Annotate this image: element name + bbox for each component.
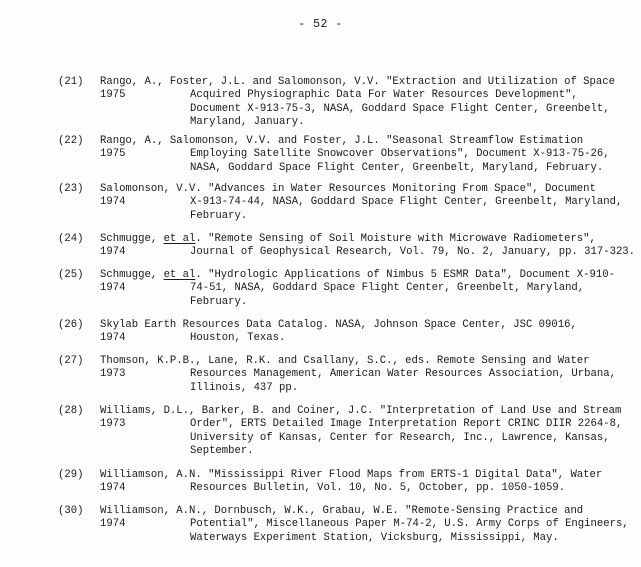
- reference-citation: [100, 269, 615, 282]
- reference-citation: Skylab Earth Resources Data Catalog. NASA, Johnson Space Center, JSC 09016,: [100, 319, 577, 331]
- reference-number: (25): [58, 269, 84, 281]
- reference-line: Document X-913-75-3, NASA, Goddard Space Flight Center, Greenbelt,: [190, 102, 610, 115]
- reference-number: (26): [58, 319, 84, 331]
- reference-citation: Thomson, K.P.B., Lane, R.K. and Csallany, S.C., eds. Remote Sensing and Water: [100, 355, 590, 367]
- reference-number: (24): [58, 233, 84, 245]
- reference-year: 1974: [100, 482, 126, 495]
- reference-number: (29): [58, 469, 84, 481]
- reference-number: (27): [58, 355, 84, 367]
- author-text: Schmugge,: [100, 269, 164, 281]
- reference-year: 1973: [100, 418, 126, 431]
- et-al-underlined: et al: [163, 233, 196, 245]
- reference-year: 1975: [100, 89, 126, 102]
- reference-citation: Williams, D.L., Barker, B. and Coiner, J.C. "Interpretation of Land Use and Stream: [100, 405, 622, 417]
- reference-line: September.: [190, 444, 254, 457]
- reference-year: 1974: [100, 332, 126, 345]
- reference-number: (21): [58, 76, 84, 88]
- reference-citation: Williamson, A.N. "Mississippi River Flood Maps from ERTS-1 Digital Data", Water: [100, 469, 603, 481]
- reference-number: (22): [58, 135, 84, 147]
- page-number: - 52 -: [298, 18, 343, 31]
- reference-year: 1973: [100, 368, 126, 381]
- reference-line: 74-51, NASA, Goddard Space Flight Center, Greenbelt, Maryland,: [190, 282, 585, 295]
- reference-line: Houston, Texas.: [190, 332, 286, 345]
- reference-line: Resources Bulletin, Vol. 10, No. 5, October, pp. 1050-1059.: [190, 482, 566, 495]
- reference-line: Illinois, 437 pp.: [190, 381, 299, 394]
- reference-line: X-913-74-44, NASA, Goddard Space Flight Center, Greenbelt, Maryland,: [190, 196, 623, 209]
- reference-continuation: [190, 196, 622, 223]
- reference-continuation: [190, 518, 629, 545]
- reference-citation: Rango, A., Foster, J.L. and Salomonson, V.V. "Extraction and Utilization of Space: [100, 76, 615, 88]
- reference-continuation: [190, 418, 622, 458]
- et-al-underlined: et al: [163, 269, 196, 281]
- title-text: . "Remote Sensing of Soil Moisture with Microwave Radiometers",: [195, 233, 596, 245]
- reference-line: Potential", Miscellaneous Paper M-74-2, U.S. Army Corps of Engineers,: [190, 518, 629, 531]
- reference-line: Resources Management, American Water Resources Association, Urbana,: [190, 368, 616, 381]
- reference-line: February.: [190, 209, 248, 222]
- author-text: Schmugge,: [100, 233, 164, 245]
- reference-year: 1974: [100, 518, 126, 531]
- reference-line: NASA, Goddard Space Flight Center, Greenbelt, Maryland, February.: [190, 161, 604, 174]
- reference-citation: [100, 233, 596, 246]
- reference-line: Order", ERTS Detailed Image Interpretation Report CRINC DIIR 2264-8,: [190, 418, 623, 431]
- reference-line: University of Kansas, Center for Research, Inc., Lawrence, Kansas,: [190, 431, 610, 444]
- reference-continuation: [190, 332, 285, 345]
- reference-citation: Rango, A., Salomonson, V.V. and Foster, J.L. "Seasonal Streamflow Estimation: [100, 135, 584, 147]
- reference-continuation: [190, 482, 565, 495]
- reference-line: February.: [190, 295, 248, 308]
- reference-year: 1974: [100, 282, 126, 295]
- reference-continuation: [190, 89, 610, 129]
- reference-line: Journal of Geophysical Research, Vol. 79, No. 2, January, pp. 317-323.: [190, 246, 636, 259]
- reference-continuation: [190, 368, 616, 395]
- reference-number: (28): [58, 405, 84, 417]
- reference-line: Waterways Experiment Station, Vicksburg, Mississippi, May.: [190, 531, 559, 544]
- reference-year: 1974: [100, 246, 126, 259]
- reference-number: (30): [58, 505, 84, 517]
- reference-continuation: [190, 282, 584, 309]
- reference-line: Employing Satellite Snowcover Observations", Document X-913-75-26,: [190, 148, 610, 161]
- reference-line: Acquired Physiographic Data For Water Resources Development",: [190, 89, 578, 102]
- reference-year: 1974: [100, 196, 126, 209]
- title-text: . "Hydrologic Applications of Nimbus 5 ESMR Data", Document X-910-: [195, 269, 615, 281]
- reference-citation: Williamson, A.N., Dornbusch, W.K., Grabau, W.E. "Remote-Sensing Practice and: [100, 505, 584, 517]
- reference-continuation: [190, 246, 635, 259]
- reference-continuation: [190, 148, 610, 175]
- reference-year: 1975: [100, 148, 126, 161]
- reference-number: (23): [58, 183, 84, 195]
- reference-citation: Salomonson, V.V. "Advances in Water Resources Monitoring From Space", Document: [100, 183, 596, 195]
- reference-line: Maryland, January.: [190, 115, 305, 128]
